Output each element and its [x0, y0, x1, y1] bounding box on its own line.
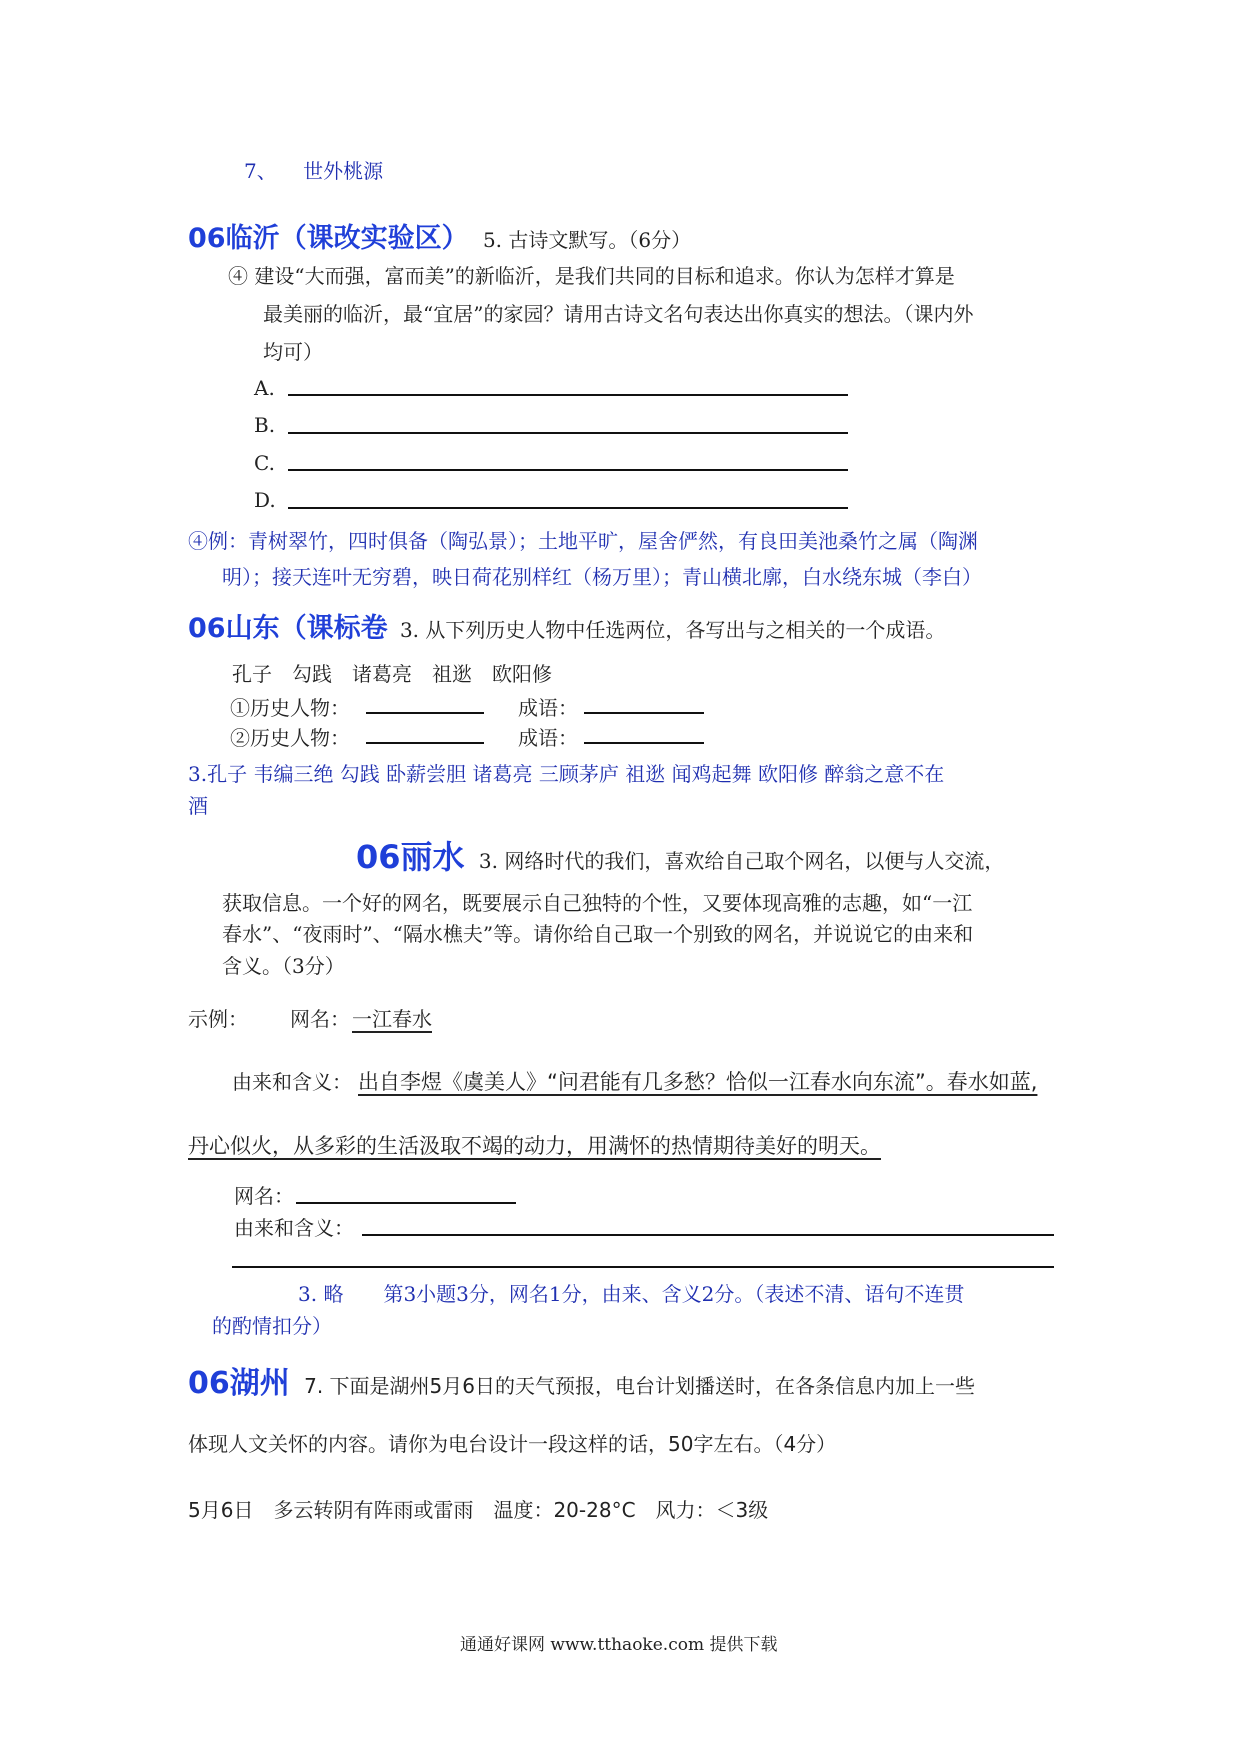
footer: 通通好课网 www.tthaoke.com 提供下载 [460, 1635, 778, 1655]
lishui-line2: 获取信息。一个好的网名，既要展示自己独特的个性，又要体现高雅的志趣，如“一江 [222, 891, 973, 915]
row2-idiom-label: 成语： [518, 726, 578, 750]
row2-idiom-line [584, 742, 704, 744]
option-b-label: B. [254, 413, 276, 437]
weather-forecast: 5月6日 多云转阴有阵雨或雷雨 温度：20-28°C 风力：＜3级 [188, 1498, 769, 1522]
name-answer-line [296, 1202, 516, 1204]
linyi-sub-line3: 均可） [263, 340, 323, 364]
answer-text: 世外桃源 [303, 159, 384, 183]
lishui-line4: 含义。（3分） [222, 954, 345, 978]
huzhou-line2: 体现人文关怀的内容。请你为电台设计一段这样的话，50字左右。（4分） [188, 1432, 837, 1456]
option-c-answer-line [288, 469, 848, 471]
row2-figure-line [366, 742, 484, 744]
lishui-question [356, 832, 1004, 878]
row1-idiom-line [584, 712, 704, 714]
row1-figure-label: ①历史人物： [230, 696, 350, 720]
option-a-answer-line [288, 394, 848, 396]
answer-number: 7、 [244, 159, 277, 183]
linyi-question-text: 5. 古诗文默写。（6分） [482, 228, 692, 252]
row2-figure-label: ②历史人物： [230, 726, 350, 750]
previous-answer [244, 155, 383, 184]
option-d-label: D. [254, 488, 276, 512]
option-b-answer-line [288, 432, 848, 434]
option-c-label: C. [254, 451, 275, 475]
example-origin-text1: 出自李煜《虞美人》“问君能有几多愁？恰似一江春水向东流”。春水如蓝, [358, 1070, 1038, 1094]
lishui-line3: 春水”、“夜雨时”、“隔水樵夫”等。请你给自己取一个别致的网名，并说说它的由来和 [222, 922, 974, 946]
shandong-answer-line2: 酒 [188, 794, 208, 818]
option-a-label: A. [254, 376, 275, 400]
example-name: 一江春水 [352, 1007, 432, 1031]
row1-figure-line [366, 712, 484, 714]
linyi-sub-line2: 最美丽的临沂，最“宜居”的家园？请用古诗文名句表达出你真实的想法。（课内外 [263, 302, 974, 326]
linyi-heading: 06临沂（课改实验区） [188, 223, 469, 254]
example-origin-label: 由来和含义： [232, 1070, 352, 1094]
historical-figures: 孔子 勾践 诸葛亮 祖逖 欧阳修 [232, 662, 552, 686]
shandong-heading: 06山东（课标卷 [188, 613, 388, 644]
linyi-question [188, 216, 691, 255]
meaning-label: 由来和含义： [234, 1216, 354, 1240]
row1-idiom-label: 成语： [518, 696, 578, 720]
example-name-label: 网名： [290, 1007, 350, 1031]
example-label: 示例： [188, 1007, 248, 1031]
example-origin-text2: 丹心似火，从多彩的生活汲取不竭的动力，用满怀的热情期待美好的明天。 [188, 1134, 881, 1158]
meaning-answer-line2 [232, 1266, 1054, 1268]
shandong-answer-line1: 3.孔子 韦编三绝 勾践 卧薪尝胆 诸葛亮 三顾茅庐 祖逖 闻鸡起舞 欧阳修 醉翁之意不在 [188, 762, 945, 786]
linyi-sub-line1: ④ 建设“大而强，富而美”的新临沂，是我们共同的目标和追求。你认为怎样才算是 [228, 264, 955, 288]
lishui-answer-line1: 3. 略 第3小题3分，网名1分，由来、含义2分。（表述不清、语句不连贯 [298, 1282, 965, 1306]
shandong-question [188, 606, 945, 645]
lishui-answer-line2: 的酌情扣分） [212, 1314, 332, 1338]
huzhou-line1: 7. 下面是湖州5月6日的天气预报，电台计划播送时，在各条信息内加上一些 [304, 1374, 975, 1398]
lishui-heading: 06丽水 [356, 838, 465, 876]
meaning-answer-line1 [362, 1234, 1054, 1236]
name-label: 网名： [234, 1184, 294, 1208]
shandong-question-text: 3. 从下列历史人物中任选两位，各写出与之相关的一个成语。 [399, 618, 946, 642]
linyi-answer-line1: ④例：青树翠竹，四时俱备（陶弘景）；土地平旷，屋舍俨然，有良田美池桑竹之属（陶渊 [188, 529, 978, 553]
huzhou-question [188, 1358, 975, 1402]
lishui-line1: 3. 网络时代的我们，喜欢给自己取个网名，以便与人交流， [478, 849, 1005, 873]
linyi-answer-line2: 明）；接天连叶无穷碧，映日荷花别样红（杨万里）；青山横北廓，白水绕东城（李白） [222, 565, 982, 589]
option-d-answer-line [288, 507, 848, 509]
huzhou-heading: 06湖州 [188, 1366, 290, 1401]
